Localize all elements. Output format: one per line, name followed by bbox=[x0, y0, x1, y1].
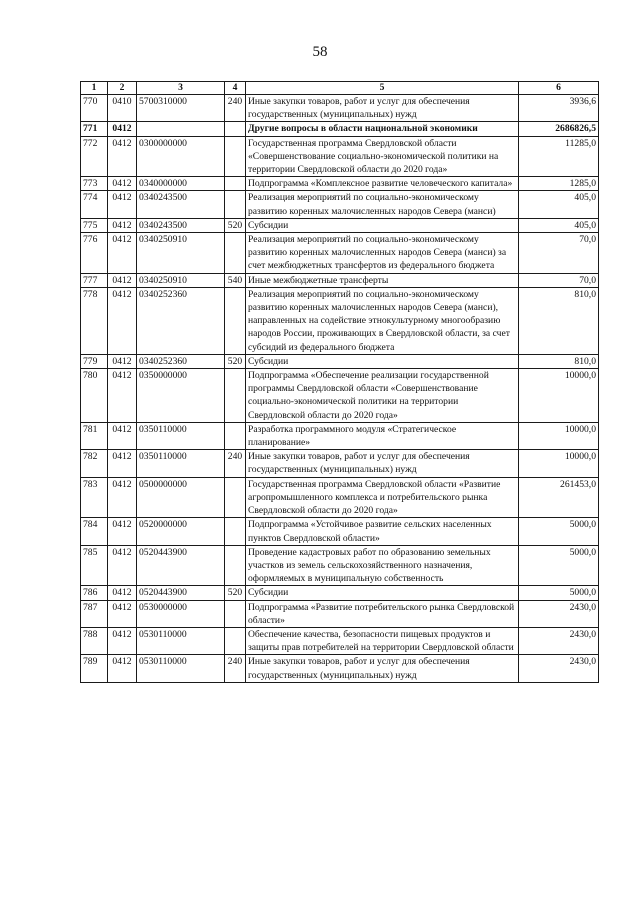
expense-type-cell: 240 bbox=[225, 655, 246, 682]
table-row bbox=[81, 191, 599, 218]
section-code-cell: 0412 bbox=[108, 136, 137, 177]
table-row bbox=[81, 136, 599, 177]
item-name-cell: Обеспечение качества, безопасности пищевых продуктов и защиты прав потребителей на территории Свердловской области bbox=[246, 627, 519, 654]
amount-cell: 405,0 bbox=[519, 218, 599, 232]
item-name-cell: Субсидии bbox=[246, 586, 519, 600]
amount-cell: 2430,0 bbox=[519, 655, 599, 682]
section-code-cell: 0412 bbox=[108, 518, 137, 545]
section-code-cell: 0412 bbox=[108, 545, 137, 586]
expense-type-cell bbox=[225, 122, 246, 136]
table-row bbox=[81, 450, 599, 477]
amount-cell: 3936,6 bbox=[519, 95, 599, 122]
row-number-cell: 787 bbox=[81, 600, 108, 627]
table-row bbox=[81, 273, 599, 287]
expense-type-cell bbox=[225, 287, 246, 354]
table-row bbox=[81, 369, 599, 423]
column-number-header bbox=[81, 82, 599, 95]
table-row bbox=[81, 233, 599, 274]
amount-cell: 70,0 bbox=[519, 233, 599, 274]
section-code-cell: 0412 bbox=[108, 600, 137, 627]
table-row bbox=[81, 422, 599, 449]
table-row bbox=[81, 287, 599, 354]
amount-cell: 810,0 bbox=[519, 287, 599, 354]
column-header-4: 4 bbox=[225, 82, 246, 95]
amount-cell: 1285,0 bbox=[519, 177, 599, 191]
row-number-cell: 788 bbox=[81, 627, 108, 654]
expense-type-cell bbox=[225, 627, 246, 654]
target-code-cell: 0530110000 bbox=[137, 627, 225, 654]
expense-type-cell bbox=[225, 177, 246, 191]
expense-type-cell bbox=[225, 369, 246, 423]
row-number-cell: 774 bbox=[81, 191, 108, 218]
target-code-cell: 0340250910 bbox=[137, 233, 225, 274]
expense-type-cell bbox=[225, 191, 246, 218]
amount-cell: 70,0 bbox=[519, 273, 599, 287]
section-code-cell: 0412 bbox=[108, 177, 137, 191]
table-row bbox=[81, 95, 599, 122]
target-code-cell: 0520000000 bbox=[137, 518, 225, 545]
expense-type-cell bbox=[225, 600, 246, 627]
section-code-cell: 0412 bbox=[108, 627, 137, 654]
amount-cell: 810,0 bbox=[519, 354, 599, 368]
item-name-cell: Иные закупки товаров, работ и услуг для обеспечения государственных (муниципальных) нужд bbox=[246, 95, 519, 122]
row-number-cell: 772 bbox=[81, 136, 108, 177]
amount-cell: 261453,0 bbox=[519, 477, 599, 518]
amount-cell: 5000,0 bbox=[519, 518, 599, 545]
target-code-cell: 0340243500 bbox=[137, 191, 225, 218]
section-code-cell: 0412 bbox=[108, 422, 137, 449]
target-code-cell: 0530110000 bbox=[137, 655, 225, 682]
section-code-cell: 0412 bbox=[108, 287, 137, 354]
expense-type-cell: 520 bbox=[225, 354, 246, 368]
expense-type-cell bbox=[225, 136, 246, 177]
row-number-cell: 786 bbox=[81, 586, 108, 600]
table-row bbox=[81, 518, 599, 545]
item-name-cell: Иные закупки товаров, работ и услуг для обеспечения государственных (муниципальных) нужд bbox=[246, 450, 519, 477]
expense-type-cell bbox=[225, 477, 246, 518]
item-name-cell: Реализация мероприятий по социально-экономическому развитию коренных малочисленных народов Севера (манси) bbox=[246, 191, 519, 218]
column-header-1: 1 bbox=[81, 82, 108, 95]
amount-cell: 2430,0 bbox=[519, 600, 599, 627]
item-name-cell: Государственная программа Свердловской области «Совершенствование социально-экономической политики на территории Свердловской области до 2020 года» bbox=[246, 136, 519, 177]
row-number-cell: 783 bbox=[81, 477, 108, 518]
table-row bbox=[81, 477, 599, 518]
section-code-cell: 0412 bbox=[108, 369, 137, 423]
amount-cell: 5000,0 bbox=[519, 586, 599, 600]
item-name-cell: Субсидии bbox=[246, 354, 519, 368]
target-code-cell: 5700310000 bbox=[137, 95, 225, 122]
expense-type-cell bbox=[225, 422, 246, 449]
target-code-cell: 0340000000 bbox=[137, 177, 225, 191]
target-code-cell: 0530000000 bbox=[137, 600, 225, 627]
column-header-3: 3 bbox=[137, 82, 225, 95]
target-code-cell: 0520443900 bbox=[137, 586, 225, 600]
item-name-cell: Проведение кадастровых работ по образованию земельных участков из земель сельскохозяйственного назначения, оформляемых в муниципальную собственность bbox=[246, 545, 519, 586]
row-number-cell: 781 bbox=[81, 422, 108, 449]
table-row bbox=[81, 655, 599, 682]
expense-type-cell: 240 bbox=[225, 95, 246, 122]
amount-cell: 2430,0 bbox=[519, 627, 599, 654]
item-name-cell: Реализация мероприятий по социально-экономическому развитию коренных малочисленных народов Севера (манси), направленных на содействие этнокультурному многообразию народов России, проживающих в Свердловской области, за счет субсидий из федерального бюджета bbox=[246, 287, 519, 354]
item-name-cell: Иные межбюджетные трансферты bbox=[246, 273, 519, 287]
row-number-cell: 773 bbox=[81, 177, 108, 191]
section-code-cell: 0412 bbox=[108, 191, 137, 218]
row-number-cell: 775 bbox=[81, 218, 108, 232]
expense-type-cell: 540 bbox=[225, 273, 246, 287]
section-code-cell: 0412 bbox=[108, 233, 137, 274]
row-number-cell: 776 bbox=[81, 233, 108, 274]
target-code-cell bbox=[137, 122, 225, 136]
target-code-cell: 0350110000 bbox=[137, 422, 225, 449]
table-row bbox=[81, 354, 599, 368]
expense-type-cell bbox=[225, 518, 246, 545]
amount-cell: 5000,0 bbox=[519, 545, 599, 586]
column-header-2: 2 bbox=[108, 82, 137, 95]
item-name-cell: Другие вопросы в области национальной экономики bbox=[246, 122, 519, 136]
budget-table bbox=[80, 81, 599, 683]
expense-type-cell bbox=[225, 233, 246, 274]
column-header-6: 6 bbox=[519, 82, 599, 95]
item-name-cell: Разработка программного модуля «Стратегическое планирование» bbox=[246, 422, 519, 449]
table-row bbox=[81, 627, 599, 654]
amount-cell: 2686826,5 bbox=[519, 122, 599, 136]
row-number-cell: 777 bbox=[81, 273, 108, 287]
row-number-cell: 779 bbox=[81, 354, 108, 368]
target-code-cell: 0340252360 bbox=[137, 354, 225, 368]
expense-type-cell: 520 bbox=[225, 218, 246, 232]
section-code-cell: 0412 bbox=[108, 477, 137, 518]
row-number-cell: 782 bbox=[81, 450, 108, 477]
item-name-cell: Субсидии bbox=[246, 218, 519, 232]
page-number: 58 bbox=[312, 44, 328, 60]
amount-cell: 10000,0 bbox=[519, 369, 599, 423]
target-code-cell: 0350000000 bbox=[137, 369, 225, 423]
section-code-cell: 0412 bbox=[108, 218, 137, 232]
item-name-cell: Подпрограмма «Комплексное развитие человеческого капитала» bbox=[246, 177, 519, 191]
table-row bbox=[81, 600, 599, 627]
row-number-cell: 789 bbox=[81, 655, 108, 682]
table-row bbox=[81, 177, 599, 191]
column-header-5: 5 bbox=[246, 82, 519, 95]
section-code-cell: 0410 bbox=[108, 95, 137, 122]
row-number-cell: 785 bbox=[81, 545, 108, 586]
table-row bbox=[81, 545, 599, 586]
section-code-cell: 0412 bbox=[108, 450, 137, 477]
expense-type-cell: 240 bbox=[225, 450, 246, 477]
table-row bbox=[81, 218, 599, 232]
section-code-cell: 0412 bbox=[108, 122, 137, 136]
target-code-cell: 0340250910 bbox=[137, 273, 225, 287]
row-number-cell: 770 bbox=[81, 95, 108, 122]
item-name-cell: Иные закупки товаров, работ и услуг для обеспечения государственных (муниципальных) нужд bbox=[246, 655, 519, 682]
target-code-cell: 0350110000 bbox=[137, 450, 225, 477]
item-name-cell: Реализация мероприятий по социально-экономическому развитию коренных малочисленных народов Севера (манси) за счет межбюджетных трансфертов из федерального бюджета bbox=[246, 233, 519, 274]
item-name-cell: Подпрограмма «Обеспечение реализации государственной программы Свердловской области «Совершенствование социально-экономической политики на территории Свердловской области до 2020 года» bbox=[246, 369, 519, 423]
amount-cell: 10000,0 bbox=[519, 422, 599, 449]
section-code-cell: 0412 bbox=[108, 273, 137, 287]
section-code-cell: 0412 bbox=[108, 586, 137, 600]
target-code-cell: 0500000000 bbox=[137, 477, 225, 518]
row-number-cell: 780 bbox=[81, 369, 108, 423]
section-code-cell: 0412 bbox=[108, 354, 137, 368]
expense-type-cell bbox=[225, 545, 246, 586]
target-code-cell: 0340252360 bbox=[137, 287, 225, 354]
item-name-cell: Подпрограмма «Устойчивое развитие сельских населенных пунктов Свердловской области» bbox=[246, 518, 519, 545]
target-code-cell: 0340243500 bbox=[137, 218, 225, 232]
section-code-cell: 0412 bbox=[108, 655, 137, 682]
target-code-cell: 0520443900 bbox=[137, 545, 225, 586]
row-number-cell: 784 bbox=[81, 518, 108, 545]
target-code-cell: 0300000000 bbox=[137, 136, 225, 177]
table-row bbox=[81, 586, 599, 600]
table-row bbox=[81, 122, 599, 136]
amount-cell: 10000,0 bbox=[519, 450, 599, 477]
row-number-cell: 771 bbox=[81, 122, 108, 136]
item-name-cell: Государственная программа Свердловской области «Развитие агропромышленного комплекса и потребительского рынка Свердловской области до 2020 года» bbox=[246, 477, 519, 518]
row-number-cell: 778 bbox=[81, 287, 108, 354]
amount-cell: 405,0 bbox=[519, 191, 599, 218]
amount-cell: 11285,0 bbox=[519, 136, 599, 177]
item-name-cell: Подпрограмма «Развитие потребительского рынка Свердловской области» bbox=[246, 600, 519, 627]
expense-type-cell: 520 bbox=[225, 586, 246, 600]
